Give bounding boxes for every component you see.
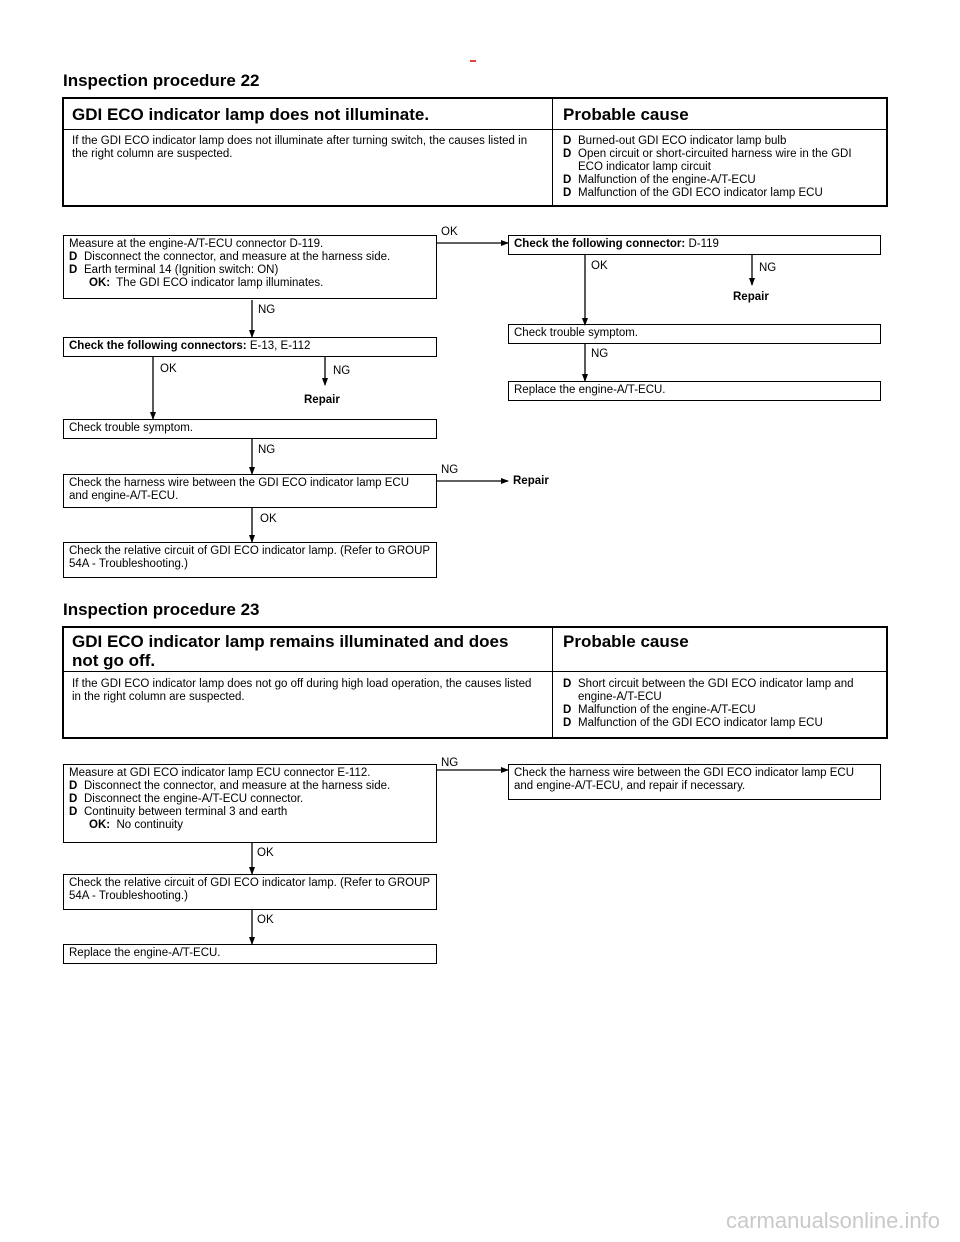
p22-label-ok: OK	[591, 260, 608, 272]
p22-label-ng: NG	[591, 348, 609, 360]
p22-trouble-right-box: Check trouble symptom.	[508, 324, 881, 344]
cause-item: D Open circuit or short-circuited harness wire in the GDI ECO indicator lamp circuit	[563, 148, 852, 173]
watermark: carmanualsonline.info	[725, 1208, 940, 1233]
p22-repair: Repair	[733, 291, 769, 303]
p22-replace-right-box: Replace the engine-A/T-ECU.	[508, 381, 881, 401]
p23-relative-box: Check the relative circuit of GDI ECO indicator lamp. (Refer to GROUP 54A - Troubleshooting.)	[63, 874, 437, 910]
cause-item: D Burned-out GDI ECO indicator lamp bulb	[563, 135, 787, 147]
p23-replace-box: Replace the engine-A/T-ECU.	[63, 944, 437, 964]
cause-item: D Malfunction of the engine-A/T-ECU	[563, 704, 756, 716]
p22-trouble-left-box: Check trouble symptom.	[63, 419, 437, 439]
p22-check-connector-box: Check the following connector: D-119	[508, 235, 881, 255]
p22-label-ng: NG	[333, 365, 351, 377]
p23-label-ok: OK	[257, 847, 274, 859]
cause-item: D Malfunction of the GDI ECO indicator lamp ECU	[563, 187, 823, 199]
p22-repair: Repair	[513, 475, 549, 487]
p22-label-ok: OK	[441, 226, 458, 238]
proc22-cause-header: Probable cause	[563, 105, 689, 124]
p23-label-ok: OK	[257, 914, 274, 926]
p22-harness-box: Check the harness wire between the GDI ECO indicator lamp ECU and engine-A/T-ECU.	[63, 474, 437, 508]
p22-label-ng: NG	[258, 304, 276, 316]
proc23-causes	[563, 678, 875, 730]
cause-item: D Short circuit between the GDI ECO indicator lamp and engine-A/T-ECU	[563, 678, 854, 703]
p23-measure-box: Measure at GDI ECO indicator lamp ECU connector E-112. D Disconnect the connector, and measure at the harness side. D Disconnect the engine-A/T-ECU connector. D Continuity between terminal 3 and earth OK: No continuity	[63, 764, 437, 843]
p22-relative-box: Check the relative circuit of GDI ECO indicator lamp. (Refer to GROUP 54A - Troubleshooting.)	[63, 542, 437, 578]
p22-label-ng: NG	[759, 262, 777, 274]
p22-label-ok: OK	[160, 363, 177, 375]
proc22-heading: Inspection procedure 22	[63, 71, 260, 90]
p22-label-ok: OK	[260, 513, 277, 525]
proc23-heading: Inspection procedure 23	[63, 600, 260, 619]
p22-label-ng: NG	[441, 464, 459, 476]
proc23-cause-header: Probable cause	[563, 632, 689, 651]
p22-check-connectors-box: Check the following connectors: E-13, E-112	[63, 337, 437, 357]
cause-item: D Malfunction of the GDI ECO indicator lamp ECU	[563, 717, 823, 729]
p22-repair: Repair	[304, 394, 340, 406]
p22-measure-box: Measure at the engine-A/T-ECU connector D-119. D Disconnect the connector, and measure at the harness side. D Earth terminal 14 (Ignition switch: ON) OK: The GDI ECO indicator lamp illuminates.	[63, 235, 437, 299]
proc23-table	[62, 626, 888, 739]
cause-item: D Malfunction of the engine-A/T-ECU	[563, 174, 756, 186]
proc23-description: If the GDI ECO indicator lamp does not go off during high load operation, the causes listed in the right column are suspected.	[72, 678, 532, 703]
p23-harness-right-box: Check the harness wire between the GDI ECO indicator lamp ECU and engine-A/T-ECU, and repair if necessary.	[508, 764, 881, 800]
proc22-description: If the GDI ECO indicator lamp does not illuminate after turning switch, the causes listed in the right column are suspected.	[72, 135, 528, 160]
proc22-title: GDI ECO indicator lamp does not illuminate.	[72, 105, 430, 124]
proc23-title: GDI ECO indicator lamp remains illuminated and does not go off.	[72, 632, 509, 670]
p23-label-ng: NG	[441, 757, 459, 769]
p22-label-ng: NG	[258, 444, 276, 456]
